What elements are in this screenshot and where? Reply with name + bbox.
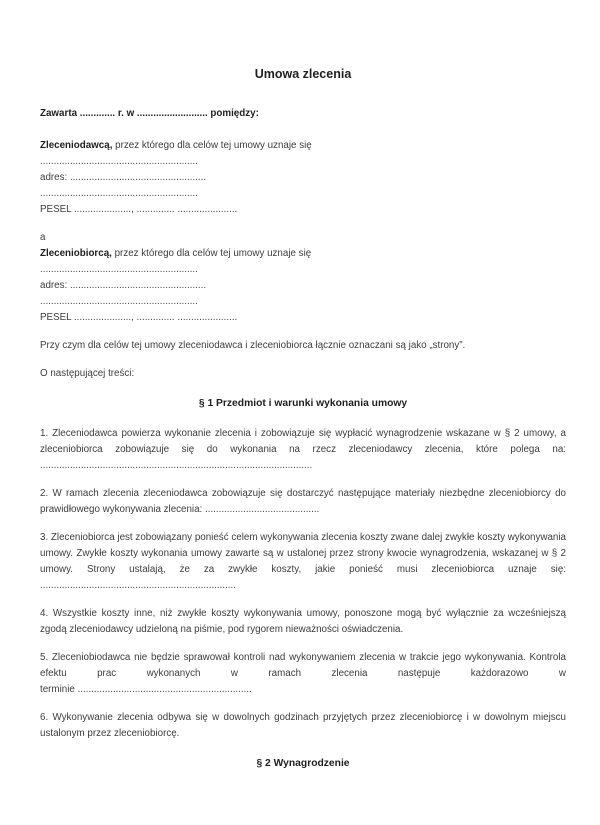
section-1-paragraph-6: 6. Wykonywanie zlecenia odbywa się w dowolnych godzinach przyjętych przez zleceniobiorcę i w dowolnym miejscu ustalonym przez zleceniobiorcę.: [40, 712, 566, 739]
party-b-name: Zleceniobiorcą,: [40, 248, 112, 259]
document-title: Umowa zlecenia: [254, 67, 352, 81]
section-1-paragraph-4: 4. Wszystkie koszty inne, niż zwykłe koszty wykonywania umowy, ponoszone mogą być wyłącznie za wcześniejszą zgodą zleceniodawcy udzieloną na piśmie, pod rygorem nieważności oświadczenia.: [40, 608, 566, 635]
section-2-heading: § 2 Wynagrodzenie: [256, 758, 350, 769]
party-b-name-line: [40, 246, 566, 262]
party-b-fill-line-1: ..........................................................: [40, 264, 198, 275]
section-1-paragraph-3: 3. Zleceniobiorca jest zobowiązany ponieść celem wykonywania zlecenia koszty zwane dalej zwykłe koszty wykonywania umowy. Zwykłe koszty wykonania umowy zawarte są w ustalonej przez strony kwocie wynagrodzenia, wskazanej w § 2 umowy. Strony ustalają, że za zwykłe koszty, jakie ponieść musi zleceniobiorca uznaje się: ........................................................................: [40, 532, 566, 591]
party-a-fill-line-1: ..........................................................: [40, 156, 198, 167]
parties-note: Przy czym dla celów tej umowy zleceniodawca i zleceniobiorca łącznie oznaczani są jako „strony”.: [40, 340, 466, 351]
paragraph-5-tail-line: terminie ................................................................: [40, 684, 252, 695]
section-1-paragraph-5: [40, 650, 566, 698]
party-b-address-line: adres: ..................................................: [40, 280, 207, 291]
party-a-fill-line-2: ..........................................................: [40, 188, 198, 199]
paragraph-5-justified-lines: 5. Zleceniobiodawca nie będzie sprawował kontroli nad wykonywaniem zlecenia w trakcie jego wykonywania. Kontrola efektu prac wykonanych w ramach zlecenia następuje każdorazowo w: [40, 652, 566, 679]
party-b-fill-line-2: ..........................................................: [40, 296, 198, 307]
section-1-paragraph-2: 2. W ramach zlecenia zleceniodawca zobowiązuje się dostarczyć następujące materiały niezbędne zleceniobiorcy do prawidłowego wykonywania zlecenia: ..........................................: [40, 488, 566, 515]
party-a-name-line: [40, 138, 566, 154]
party-a-address-line: adres: ..................................................: [40, 172, 207, 183]
opening-line: Zawarta ............. r. w .......................... pomiędzy:: [40, 108, 259, 119]
section-1-heading: § 1 Przedmiot i warunki wykonania umowy: [198, 398, 408, 409]
party-b-pesel-line: PESEL ....................., .............. ......................: [40, 312, 238, 323]
party-b-name-suffix: przez którego dla celów tej umowy uznaje się: [114, 248, 312, 259]
parties-connector: a: [40, 232, 46, 243]
section-1-paragraph-1: 1. Zleceniodawca powierza wykonanie zlecenia i zobowiązuje się wypłacić wynagrodzenie wskazane w § 2 umowy, a zleceniobiorca zobowiązuje się do wykonania na rzecz zleceniodawcy zlecenia, które polega na: ....................................................................................................: [40, 428, 566, 471]
party-a-block: [40, 138, 566, 218]
content-intro: O następującej treści:: [40, 368, 135, 379]
party-a-name-suffix: przez którego dla celów tej umowy uznaje się: [115, 140, 312, 151]
party-a-name: Zleceniodawcą,: [40, 140, 113, 151]
party-b-block: [40, 230, 566, 326]
party-a-pesel-line: PESEL ....................., .............. ......................: [40, 204, 238, 215]
